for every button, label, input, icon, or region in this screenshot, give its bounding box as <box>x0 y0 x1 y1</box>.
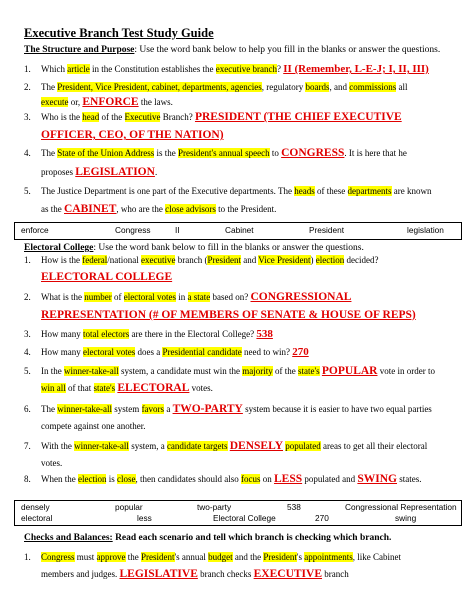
answer: LEGISLATIVE <box>119 568 198 580</box>
answer: LESS <box>273 473 303 485</box>
electoral-question-7: 7. With the winner-take-all system, a candidate targets DENSELY populated areas to get all their electoral votes. <box>24 440 428 468</box>
electoral-question-6: 6. The winner-take-all system favors a TWO-PARTY system because it is easier to have two equal parties compete against one another. <box>24 403 432 431</box>
word-bank-item: President <box>309 225 345 235</box>
word-bank-item: swing <box>395 513 417 523</box>
word-bank-1 <box>14 222 462 240</box>
answer: OFFICER, CEO, OF THE NATION) <box>41 129 224 141</box>
word-bank-item: 270 <box>315 513 329 523</box>
electoral-question-4: 4. How many electoral votes does a Presidential candidate need to win? 270 <box>24 346 309 358</box>
answer: REPRESENTATION (# OF MEMBERS OF SENATE & HOUSE OF REPS) <box>41 309 416 321</box>
answer: PRESIDENT (THE CHIEF EXECUTIVE <box>194 111 402 123</box>
word-bank-item: II <box>175 225 180 235</box>
question-2: 2. The President, Vice President, cabinet, departments, agencies, regulatory boards, and commissions all execute or, ENFORCE the laws. <box>24 82 408 108</box>
question-1: 1. Which article in the Constitution establishes the executive branch? II (Remember, L-E-J; I, II, III) <box>24 63 429 75</box>
word-bank-item: densely <box>21 502 50 512</box>
question-5: 5. The Justice Department is one part of the Executive departments. The heads of these departments are known as the CABINET, who are the close advisors to the President. <box>24 186 432 215</box>
word-bank-item: Cabinet <box>225 225 254 235</box>
section-electoral-heading: Electoral College: Use the word bank below to fill in the blanks or answer the questions. <box>24 243 364 253</box>
word-bank-item: popular <box>115 502 143 512</box>
answer: ELECTORAL COLLEGE <box>41 271 173 283</box>
answer: DENSELY <box>229 440 284 452</box>
word-bank-item: less <box>137 513 152 523</box>
electoral-question-2: 2. What is the number of electoral votes in a state based on? CONGRESSIONAL REPRESENTATION (# OF MEMBERS OF SENATE & HOUSE OF REPS) <box>24 291 416 321</box>
electoral-question-8: 8. When the election is close, then candidates should also focus on LESS populated and SWING states. <box>24 473 422 485</box>
page-title: Executive Branch Test Study Guide <box>24 26 214 40</box>
answer: ENFORCE <box>82 96 139 108</box>
section-checks-heading: Checks and Balances: Read each scenario and tell which branch is checking which branch. <box>24 533 392 543</box>
question-3: 3. Who is the head of the Executive Branch? PRESIDENT (THE CHIEF EXECUTIVE OFFICER, CEO, OF THE NATION) <box>24 111 402 141</box>
word-bank-item: Congress <box>115 225 151 235</box>
word-bank-item: legislation <box>407 225 444 235</box>
word-bank-2 <box>14 500 462 526</box>
answer: SWING <box>357 473 397 485</box>
answer: POPULAR <box>321 365 378 377</box>
word-bank-item: two-party <box>197 502 232 512</box>
word-bank-item: 538 <box>287 502 301 512</box>
section-structure-heading: The Structure and Purpose: Use the word bank below to help you fill in the blanks or answer the questions. <box>24 45 441 55</box>
answer: ELECTORAL <box>117 382 190 394</box>
answer: EXECUTIVE <box>253 568 323 580</box>
answer: LEGISLATION <box>75 166 155 178</box>
electoral-question-5: 5. In the winner-take-all system, a candidate must win the majority of the state's POPULAR vote in order to win all of that state's ELECTORAL votes. <box>24 365 435 394</box>
question-4: 4. The State of the Union Address is the President's annual speech to CONGRESS. It is here that he proposes LEGISLATION. <box>24 147 407 178</box>
answer: TWO-PARTY <box>172 403 243 415</box>
electoral-question-1: 1. How is the federal/national executive branch (President and Vice President) election decided? ELECTORAL COLLEGE <box>24 255 379 283</box>
electoral-question-3: 3. How many total electors are there in the Electoral College? 538 <box>24 328 273 340</box>
answer: CONGRESSIONAL <box>250 291 352 303</box>
word-bank-item: Electoral College <box>213 513 276 523</box>
word-bank-item: Congressional Representation <box>345 502 457 512</box>
word-bank-item: enforce <box>21 225 49 235</box>
checks-question-1: 1. Congress must approve the President's annual budget and the President's appointments, like Cabinet members and judges. LEGISLATIVE branch checks EXECUTIVE branch <box>24 552 402 580</box>
answer: CONGRESS <box>281 147 345 159</box>
answer: 538 <box>256 328 273 340</box>
answer: 270 <box>292 346 309 358</box>
answer: II (Remember, L-E-J; I, II, III) <box>283 63 429 75</box>
answer: CABINET <box>64 203 117 215</box>
word-bank-item: electoral <box>21 513 53 523</box>
